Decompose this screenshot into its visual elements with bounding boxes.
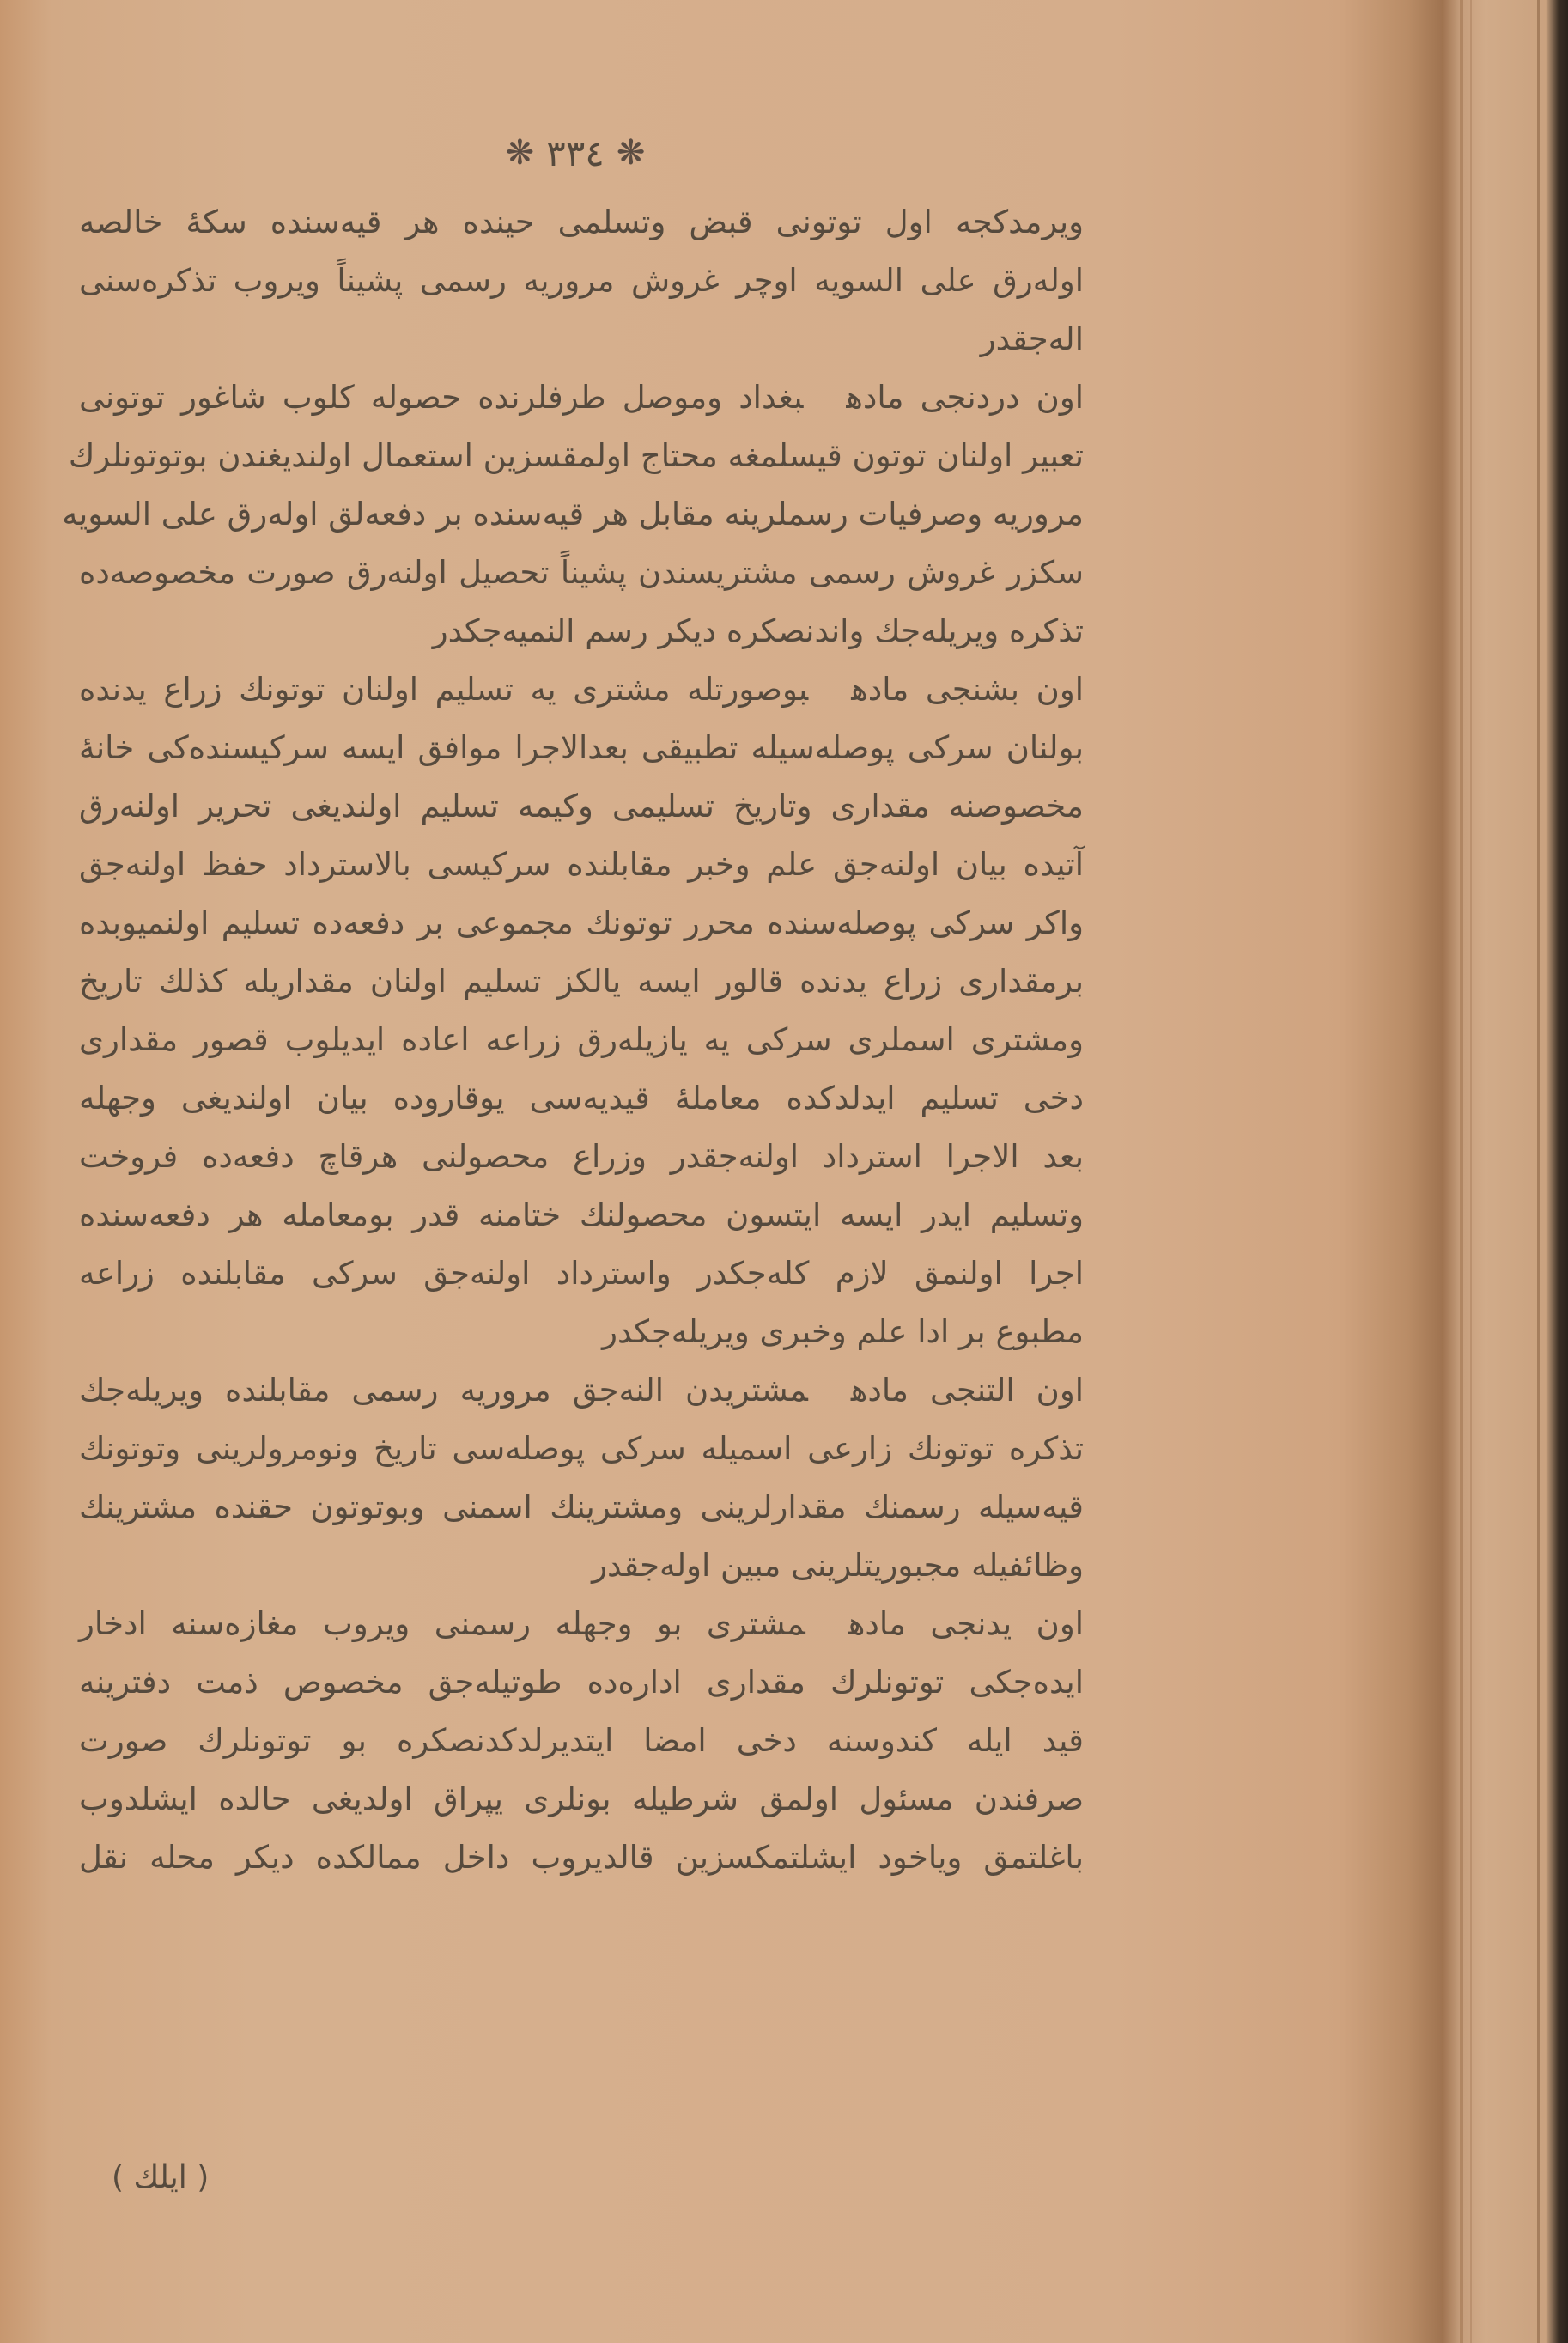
page-number [489, 129, 661, 174]
line-text: قید ایله کندوسنه دخی امضا ایتدیرلدکدنصکره بو توتونلرك صورت [79, 1722, 1084, 1759]
page-edge [1460, 0, 1463, 2343]
line-text: بوصورتله مشتری یه تسلیم اولنان توتونك زراع یدنده [79, 671, 809, 708]
article-heading: اون بشنجی ماده [851, 671, 1084, 708]
line-text: قیه‌سیله رسمنك مقدارلرینی ومشترینك اسمنی وبوتوتون حقنده مشترینك [79, 1488, 1084, 1525]
text-line [79, 602, 1084, 660]
article-line [79, 1595, 1084, 1653]
line-text: صرفندن مسئول اولمق شرطیله بونلری یپراق اولدیغی حالده ایشلدوب [79, 1780, 1084, 1817]
line-text: واکر سرکی پوصله‌سنده محرر توتونك مجموعی بر دفعه‌ده تسلیم اولنمیوبده [79, 904, 1084, 941]
text-line [79, 1653, 1084, 1712]
text-line [79, 952, 1084, 1011]
text-line [79, 252, 1084, 310]
line-text: مطبوع بر ادا علم وخبری ویریله‌جکدر [602, 1313, 1084, 1350]
article-line [79, 1361, 1084, 1420]
line-text: مشتری بو وجهله رسمنی ویروب مغازه‌سنه ادخار [79, 1605, 805, 1642]
body-text [62, 193, 1084, 1887]
line-text: وتسلیم ایدر ایسه ایتسون محصولنك ختامنه قدر بومعامله هر دفعه‌سنده [79, 1196, 1084, 1233]
line-text: بعد الاجرا استرداد اولنه‌جقدر وزراع محصولنی هرقاچ دفعه‌ده فروخت [79, 1138, 1084, 1175]
line-text: ومشتری اسملری سرکی یه یازیله‌رق زراعه اعاده ایدیلوب قصور مقداری [79, 1021, 1084, 1058]
text-line [79, 1128, 1084, 1186]
text-line [79, 544, 1084, 602]
text-line [79, 1011, 1084, 1069]
text-line [79, 1420, 1084, 1478]
line-text: وظائفیله مجبوریتلرینی مبین اوله‌جقدر [592, 1547, 1084, 1584]
text-line [79, 1303, 1084, 1361]
page-number-value: ٣٣٤ [546, 131, 605, 174]
line-text: بولنان سرکی پوصله‌سیله تطبیقی بعدالاجرا موافق ایسه سرکیسنده‌کی خانهٔ [79, 729, 1084, 766]
article-heading: اون التنجی ماده [850, 1372, 1084, 1409]
article-heading: اون یدنجی ماده [848, 1605, 1084, 1642]
text-line [79, 1478, 1084, 1537]
line-text: اوله‌رق علی السویه اوچر غروش مروریه رسمی پشیناً ویروب تذکره‌سنی [79, 262, 1084, 299]
ornament-icon: ❋ [505, 133, 535, 173]
text-line [79, 894, 1084, 952]
line-text: مشتریدن النه‌جق مروریه رسمی مقابلنده ویریله‌جك [79, 1372, 808, 1409]
text-line [79, 719, 1084, 777]
line-text: اله‌جقدر [980, 320, 1084, 357]
article-line [79, 660, 1084, 719]
page-edge [1537, 0, 1540, 2343]
line-text: سکزر غروش رسمی مشتریسندن پشیناً تحصیل اولنه‌رق صورت مخصوصه‌ده [79, 554, 1084, 591]
line-text: مخصوصنه مقداری وتاریخ تسلیمی وکیمه تسلیم اولندیغی تحریر اولنه‌رق [79, 788, 1084, 825]
line-text: باغلتمق ویاخود ایشلتمکسزین قالدیروب داخل ممالکده دیکر محله نقل [79, 1839, 1084, 1876]
text-line [79, 1186, 1084, 1245]
text-line [68, 427, 1084, 485]
line-text: تعبیر اولنان توتون قیسلمغه محتاج اولمقسزین استعمال اولندیغندن بوتوتونلرك [68, 437, 1084, 474]
line-text: برمقداری زراع یدنده قالور ایسه یالکز تسلیم اولنان مقداریله کذلك تاریخ [79, 963, 1084, 1000]
line-text: ایده‌جکی توتونلرك مقداری اداره‌ده طوتیله‌جق مخصوص ذمت دفترینه [79, 1664, 1084, 1701]
text-line [79, 1069, 1084, 1128]
line-text: دخی تسلیم ایدلدکده معاملهٔ قیدیه‌سی یوقاروده بیان اولندیغی وجهله [79, 1080, 1084, 1117]
line-text: تذکره توتونك زارعی اسمیله سرکی پوصله‌سی تاریخ ونومرولرینی وتوتونك [79, 1430, 1084, 1467]
page-edge [1470, 0, 1472, 2343]
text-line [79, 1537, 1084, 1595]
text-line [79, 310, 1084, 368]
text-line [79, 1245, 1084, 1303]
text-line [62, 485, 1084, 544]
text-line [79, 193, 1084, 252]
text-line [79, 777, 1084, 836]
line-text: بغداد وموصل طرفلرنده حصوله کلوب شاغور توتونی [79, 379, 804, 416]
line-text: آتیده بیان اولنه‌جق علم وخبر مقابلنده سرکیسی بالاسترداد حفظ اولنه‌جق [79, 846, 1084, 883]
article-line [79, 368, 1084, 427]
article-heading: اون دردنجی ماده [846, 379, 1084, 416]
line-text: تذکره ویریله‌جك واندنصکره دیکر رسم النمیه‌جکدر [432, 612, 1084, 649]
text-line [79, 1829, 1084, 1887]
ornament-icon: ❋ [616, 133, 646, 173]
line-text: اجرا اولنمق لازم کله‌جکدر واسترداد اولنه‌جق سرکی مقابلنده زراعه [79, 1255, 1084, 1292]
text-line [79, 1712, 1084, 1770]
text-line [79, 836, 1084, 894]
text-line [79, 1770, 1084, 1829]
line-text: ویرمدکجه اول توتونی قبض وتسلمی حینده هر قیه‌سنده سکهٔ خالصه [79, 204, 1084, 240]
catchword: ( ایلك ) [112, 2160, 210, 2195]
line-text: مروریه وصرفیات رسملرینه مقابل هر قیه‌سنده بر دفعه‌لق اوله‌رق علی السویه [62, 496, 1084, 532]
